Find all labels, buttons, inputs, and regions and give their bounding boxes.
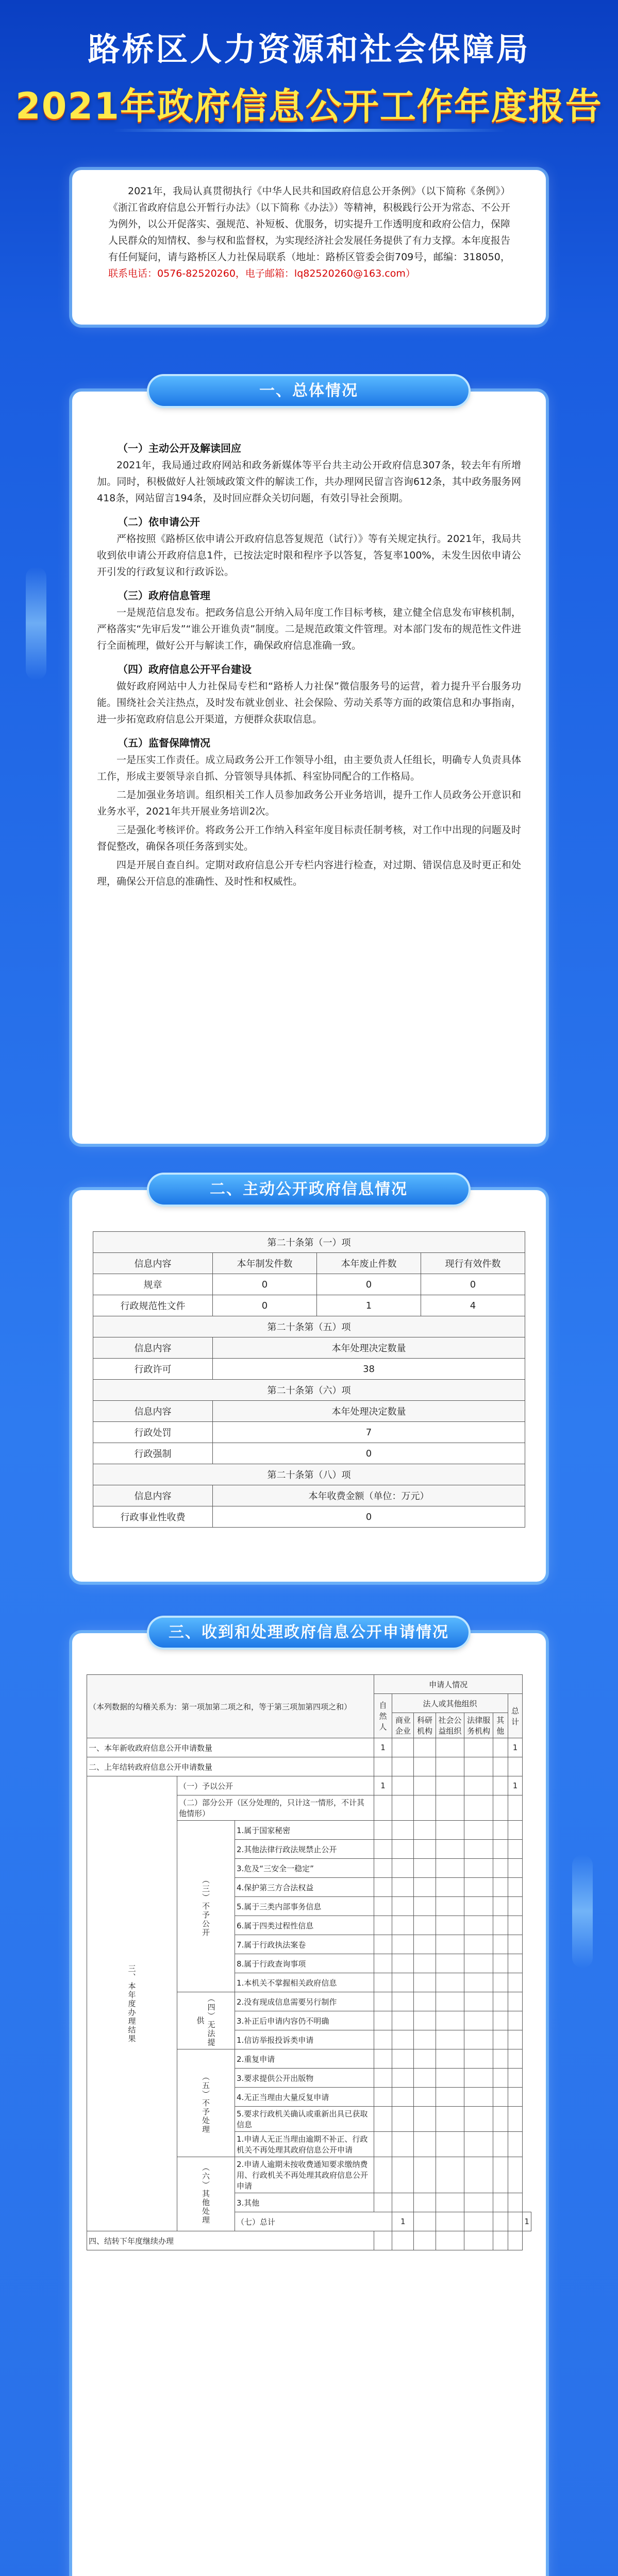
s3-cell xyxy=(508,1973,523,1992)
s3-cell xyxy=(464,1878,493,1897)
s3-cell xyxy=(392,2132,414,2157)
table-row xyxy=(93,1506,525,1528)
s3-cell xyxy=(464,1973,493,1992)
s1-p8: 四是开展自查自纠。定期对政府信息公开专栏内容进行检查，对过期、错误信息及时更正和处理，确保公开信息的准确性、及时性和权威性。 xyxy=(97,859,521,887)
s1-p6: 二是加强业务培训。组织相关工作人员参加政务公开业务培训，提升工作人员政务公开意识和业务水平，2021年共开展业务培训2次。 xyxy=(97,789,521,817)
intro-text xyxy=(108,183,510,284)
s3-h-legal: 法人或其他组织 xyxy=(392,1694,508,1713)
s3-cell xyxy=(508,1954,523,1973)
s3-cell xyxy=(414,1897,436,1916)
s1-p4: 做好政府网站中人力社保局专栏和“路桥人力社保”微信服务号的运营，着力提升平台服务功能。围绕社会关注热点，及时发布就业创业、社会保险、劳动关系等方面的政策信息和办事指南，进一步拓宽政府信息公开渠道，方便群众获取信息。 xyxy=(97,681,521,725)
s3-cell xyxy=(493,2193,508,2212)
table-row xyxy=(87,1738,531,1757)
s3-row-label: 1.申请人无正当理由逾期不补正、行政机关不再处理其政府信息公开申请 xyxy=(235,2132,374,2157)
s3-cell: 1 xyxy=(374,1776,392,1795)
s2-t4-title: 第二十条第（八）项 xyxy=(93,1464,525,1485)
s3-cell xyxy=(392,1840,414,1859)
s3-cell xyxy=(436,2212,464,2231)
s3-cell xyxy=(392,1757,414,1776)
section3-table-wrap xyxy=(87,1674,531,2250)
s3-side-result: 三、本年度办理结果 xyxy=(87,1776,177,2231)
s3-cell xyxy=(493,1973,508,1992)
s3-cell xyxy=(436,2107,464,2132)
s3-cell xyxy=(508,2069,523,2088)
s3-cell xyxy=(374,2132,392,2157)
s3-cell xyxy=(464,2088,493,2107)
s3-cell xyxy=(493,1916,508,1935)
s3-cell xyxy=(374,2193,392,2212)
cell: 0 xyxy=(317,1274,421,1295)
s3-cell xyxy=(508,1916,523,1935)
s3-cell xyxy=(464,2157,493,2193)
s3-cell xyxy=(436,1954,464,1973)
report-header xyxy=(0,0,618,160)
s3-cell xyxy=(436,1821,464,1840)
s3-row-label: 3.补正后申请内容仍不明确 xyxy=(235,2011,374,2030)
s3-side-group: （六）其他处理 xyxy=(177,2157,235,2231)
s3-cell xyxy=(374,1992,392,2011)
s3-cell xyxy=(436,1859,464,1878)
s2-t1-h: 本年废止件数 xyxy=(317,1253,421,1274)
s3-cell xyxy=(392,2011,414,2030)
s3-cell xyxy=(414,1973,436,1992)
s2-t4-h: 本年收费金额（单位：万元） xyxy=(213,1485,525,1506)
title-light-streak xyxy=(113,129,505,132)
s2-t1-h: 本年制发件数 xyxy=(213,1253,317,1274)
s3-side-group: （四）无法提供 xyxy=(177,1992,235,2049)
s3-row-label: 5.要求行政机关确认或重新出具已获取信息 xyxy=(235,2107,374,2132)
s3-row-label: 3.要求提供公开出版物 xyxy=(235,2069,374,2088)
s3-cell xyxy=(436,2030,464,2049)
s3-cell xyxy=(374,1973,392,1992)
s1-p2: 严格按照《路桥区依申请公开政府信息答复规范（试行）》等有关规定执行。2021年，我局共收到依申请公开政府信息1件，已按法定时限和程序予以答复，答复率100%，未发生因依申请公开引发的行政复议和行政诉讼。 xyxy=(97,533,521,578)
table-row xyxy=(87,1776,531,1795)
s3-cell xyxy=(414,2157,436,2193)
s3-cell xyxy=(464,1992,493,2011)
s3-cell xyxy=(508,1992,523,2011)
cell: 0 xyxy=(213,1295,317,1316)
section3-card xyxy=(72,1633,546,2576)
s3-cell xyxy=(464,1897,493,1916)
s1-p7: 三是强化考核评价。将政务公开工作纳入科室年度目标责任制考核，对工作中出现的问题及时督促整改，确保各项任务落到实处。 xyxy=(97,824,521,852)
s3-row-label: 2.其他法律行政法规禁止公开 xyxy=(235,1840,374,1859)
s3-cell xyxy=(508,2193,523,2212)
s3-cell xyxy=(392,1821,414,1840)
s3-cell xyxy=(374,1757,392,1776)
s3-cell xyxy=(414,1821,436,1840)
s1-p3: 一是规范信息发布。把政务信息公开纳入局年度工作目标考核，建立健全信息发布审核机制，严格落实“先审后发”“谁公开谁负责”制度。二是规范政策文件管理。对本部门发布的规范性文件进行全面梳理，做好公开与解读工作，确保政府信息准确一致。 xyxy=(97,607,521,651)
s3-h-natural: 自然人 xyxy=(374,1694,392,1738)
s3-cell xyxy=(436,2132,464,2157)
s3-cell xyxy=(464,2212,493,2231)
s3-cell xyxy=(464,2011,493,2030)
section2-tables xyxy=(93,1231,525,1528)
table-row xyxy=(93,1359,525,1380)
s1-h3: （三）政府信息管理 xyxy=(118,589,210,602)
s3-cell xyxy=(464,1795,493,1821)
cell: 行政强制 xyxy=(93,1443,213,1464)
cell: 行政处罚 xyxy=(93,1422,213,1443)
s3-cell xyxy=(508,1935,523,1954)
s3-cell xyxy=(464,1840,493,1859)
s1-p5: 一是压实工作责任。成立局政务公开工作领导小组，由主要负责人任组长，明确专人负责具体工作，形成主要领导亲自抓、分管领导具体抓、科室协同配合的工作格局。 xyxy=(97,754,521,782)
s3-cell xyxy=(508,1897,523,1916)
s3-cell xyxy=(414,2107,436,2132)
s3-cell xyxy=(414,1738,436,1757)
s3-cell xyxy=(508,2030,523,2049)
s3-cell xyxy=(414,2132,436,2157)
s3-cell xyxy=(414,2049,436,2069)
s3-cell xyxy=(414,2212,436,2231)
table-row xyxy=(93,1422,525,1443)
s3-cell xyxy=(436,1916,464,1935)
s3-h-legal-col: 科研机构 xyxy=(414,1713,436,1738)
s3-cell xyxy=(493,2132,508,2157)
cell: 行政许可 xyxy=(93,1359,213,1380)
s3-cell xyxy=(374,1897,392,1916)
s3-cell xyxy=(414,1878,436,1897)
s3-cell xyxy=(464,2030,493,2049)
s3-row-label: 四、结转下年度继续办理 xyxy=(87,2231,374,2250)
s3-cell xyxy=(464,1935,493,1954)
s3-cell xyxy=(392,1738,414,1757)
s3-cell xyxy=(436,2088,464,2107)
table-row xyxy=(93,1443,525,1464)
s3-cell xyxy=(464,1916,493,1935)
s3-cell xyxy=(436,1840,464,1859)
s3-row-label: 3.危及“三安全一稳定” xyxy=(235,1859,374,1878)
s3-cell xyxy=(508,2049,523,2069)
s3-cell xyxy=(374,1859,392,1878)
s3-cell xyxy=(436,2069,464,2088)
s3-cell: 1 xyxy=(523,2212,531,2231)
s3-cell xyxy=(414,2231,436,2250)
s3-cell xyxy=(508,2132,523,2157)
s3-cell xyxy=(493,1757,508,1776)
s3-cell xyxy=(374,1840,392,1859)
s3-row-label: 2.申请人逾期未按收费通知要求缴纳费用、行政机关不再处理其政府信息公开申请 xyxy=(235,2157,374,2193)
section1-title: 一、总体情况 xyxy=(149,376,469,406)
s3-cell: 1 xyxy=(508,1776,523,1795)
s3-cell xyxy=(493,2157,508,2193)
s3-cell xyxy=(436,1878,464,1897)
s3-row-label: 3.其他 xyxy=(235,2193,374,2212)
s3-cell xyxy=(436,1897,464,1916)
s3-cell xyxy=(392,1935,414,1954)
s3-cell xyxy=(392,1878,414,1897)
s3-cell xyxy=(493,2088,508,2107)
s3-cell xyxy=(508,2212,523,2231)
org-name: 路桥区人力资源和社会保障局 xyxy=(88,30,530,68)
s3-cell xyxy=(414,1795,436,1821)
cell: 0 xyxy=(213,1443,525,1464)
s3-cell xyxy=(374,1821,392,1840)
s3-cell xyxy=(508,2231,523,2250)
s3-cell xyxy=(508,1795,523,1821)
section2-title: 二、主动公开政府信息情况 xyxy=(149,1175,469,1205)
s3-cell xyxy=(493,1897,508,1916)
s3-cell xyxy=(493,1738,508,1757)
s3-row-label: 7.属于行政执法案卷 xyxy=(235,1935,374,1954)
s3-cell xyxy=(414,1916,436,1935)
s3-cell xyxy=(414,1954,436,1973)
s3-cell xyxy=(436,1795,464,1821)
s3-row-label: 5.属于三类内部事务信息 xyxy=(235,1897,374,1916)
s2-t4-h: 信息内容 xyxy=(93,1485,213,1506)
s3-cell xyxy=(436,1738,464,1757)
s3-cell xyxy=(414,2088,436,2107)
s3-cell xyxy=(392,1795,414,1821)
s3-cell xyxy=(464,1738,493,1757)
s3-cell xyxy=(374,2049,392,2069)
s2-t3-h: 本年处理决定数量 xyxy=(213,1401,525,1422)
s3-cell xyxy=(464,1757,493,1776)
s3-cell xyxy=(392,2088,414,2107)
s3-cell xyxy=(436,1992,464,2011)
s3-cell xyxy=(493,2049,508,2069)
s2-table-1 xyxy=(93,1231,525,1528)
table-row xyxy=(87,2231,531,2250)
s3-row-label: 1.本机关不掌握相关政府信息 xyxy=(235,1973,374,1992)
s3-cell xyxy=(508,2011,523,2030)
s3-cell xyxy=(414,1840,436,1859)
cell: 规章 xyxy=(93,1274,213,1295)
cell: 行政规范性文件 xyxy=(93,1295,213,1316)
s3-cell xyxy=(493,2011,508,2030)
s3-cell xyxy=(493,1992,508,2011)
s3-row-label: 8.属于行政查询事项 xyxy=(235,1954,374,1973)
s3-row-label: 2.没有现成信息需要另行制作 xyxy=(235,1992,374,2011)
s3-cell xyxy=(392,2231,414,2250)
s3-cell xyxy=(392,1954,414,1973)
cell: 行政事业性收费 xyxy=(93,1506,213,1528)
s3-row-label: 6.属于四类过程性信息 xyxy=(235,1916,374,1935)
s3-cell xyxy=(392,2157,414,2193)
s3-cell xyxy=(392,2049,414,2069)
s3-corner: （本列数据的勾稽关系为：第一项加第二项之和，等于第三项加第四项之和） xyxy=(87,1675,374,1738)
s3-cell xyxy=(493,1954,508,1973)
s3-side-group: （五）不予处理 xyxy=(177,2049,235,2157)
s3-cell xyxy=(392,1992,414,2011)
s3-cell xyxy=(436,2231,464,2250)
s1-h1: （一）主动公开及解读回应 xyxy=(118,442,241,454)
s3-cell xyxy=(508,2088,523,2107)
s3-cell xyxy=(436,2157,464,2193)
s3-h-applicant: 申请人情况 xyxy=(374,1675,523,1694)
s2-t1-h: 信息内容 xyxy=(93,1253,213,1274)
s3-row-label: 1.信访举报投诉类申请 xyxy=(235,2030,374,2049)
s3-cell xyxy=(493,1821,508,1840)
cell: 0 xyxy=(213,1274,317,1295)
s3-cell xyxy=(493,2212,508,2231)
section3-title: 三、收到和处理政府信息公开申请情况 xyxy=(149,1618,469,1648)
s1-p1: 2021年，我局通过政府网站和政务新媒体等平台共主动公开政府信息307条，较去年有所增加。同时，积极做好人社领域政策文件的解读工作，共办理网民留言咨询612条，其中政务服务网418条，网站留言194条，及时回应群众关切问题，有效引导社会预期。 xyxy=(97,460,521,504)
s3-cell: 1 xyxy=(374,1738,392,1757)
s3-cell xyxy=(374,1878,392,1897)
s3-cell: 1 xyxy=(392,2212,414,2231)
intro-contact: 联系电话：0576-82520260，电子邮箱：lq82520260@163.com） xyxy=(108,268,415,279)
s3-row-label: 一、本年新收政府信息公开申请数量 xyxy=(87,1738,374,1757)
s3-cell xyxy=(414,1859,436,1878)
s3-cell xyxy=(414,2011,436,2030)
s3-cell xyxy=(374,2231,392,2250)
intro-body: 2021年，我局认真贯彻执行《中华人民共和国政府信息公开条例》（以下简称《条例》）《浙江省政府信息公开暂行办法》（以下简称《办法》）等精神，积极践行公开为常态、不公开为例外，以公开促落实、强规范、补短板、优服务，切实提升工作透明度和政府公信力，保障人民群众的知情权、参与权和监督权，为实现经济社会发展任务提供了有力支撑。本年度报告有任何疑问，请与路桥区人力社保局联系（地址：路桥区管委会街709号，邮编：318050， xyxy=(108,185,510,263)
s3-row-label: 二、上年结转政府信息公开申请数量 xyxy=(87,1757,374,1776)
s3-cell: 1 xyxy=(508,1738,523,1757)
s3-row-label: （一）予以公开 xyxy=(177,1776,374,1795)
s3-cell xyxy=(436,2193,464,2212)
s3-cell xyxy=(464,1821,493,1840)
s1-h4: （四）政府信息公开平台建设 xyxy=(118,663,252,675)
s3-cell xyxy=(493,1840,508,1859)
cell: 1 xyxy=(317,1295,421,1316)
s3-cell xyxy=(374,2157,392,2193)
s3-cell xyxy=(508,2107,523,2132)
s3-cell xyxy=(414,2030,436,2049)
s3-h-legal-col: 社会公益组织 xyxy=(436,1713,464,1738)
s3-cell xyxy=(414,1935,436,1954)
s3-cell xyxy=(374,1916,392,1935)
s3-cell xyxy=(508,2157,523,2193)
s3-cell xyxy=(464,2231,493,2250)
s3-cell xyxy=(464,2049,493,2069)
s3-cell xyxy=(392,1973,414,1992)
s3-cell xyxy=(414,1776,436,1795)
s2-t2-title: 第二十条第（五）项 xyxy=(93,1316,525,1337)
s3-cell xyxy=(374,1954,392,1973)
s3-cell xyxy=(464,1954,493,1973)
s3-table xyxy=(87,1674,531,2250)
s2-t1-title: 第二十条第（一）项 xyxy=(93,1232,525,1253)
s3-cell xyxy=(436,1776,464,1795)
s3-cell xyxy=(464,2132,493,2157)
s3-cell xyxy=(464,2193,493,2212)
s3-h-legal-col: 商业企业 xyxy=(392,1713,414,1738)
s3-cell xyxy=(414,1992,436,2011)
s3-cell xyxy=(508,1878,523,1897)
s3-cell xyxy=(508,1840,523,1859)
s3-cell xyxy=(464,2107,493,2132)
s3-cell xyxy=(493,1878,508,1897)
s2-t3-h: 信息内容 xyxy=(93,1401,213,1422)
s3-cell xyxy=(392,2030,414,2049)
section1-card xyxy=(72,392,546,1144)
s2-t2-h: 本年处理决定数量 xyxy=(213,1337,525,1359)
s3-h-total: 总计 xyxy=(508,1694,523,1738)
s3-cell xyxy=(436,1935,464,1954)
s3-h-legal-col: 法律服务机构 xyxy=(464,1713,493,1738)
s3-row-label: 1.属于国家秘密 xyxy=(235,1821,374,1840)
s3-side-group: （三）不予公开 xyxy=(177,1821,235,1992)
s2-t1-h: 现行有效件数 xyxy=(421,1253,525,1274)
s3-cell xyxy=(374,2069,392,2088)
s3-cell xyxy=(493,1935,508,1954)
section1-body xyxy=(97,433,521,892)
table-row xyxy=(87,1757,531,1776)
s1-h2: （二）依申请公开 xyxy=(118,516,200,528)
s3-cell xyxy=(392,1897,414,1916)
s3-cell xyxy=(374,2107,392,2132)
s3-cell xyxy=(392,2193,414,2212)
cell: 38 xyxy=(213,1359,525,1380)
s3-h-legal-col: 其他 xyxy=(493,1713,508,1738)
s3-cell xyxy=(374,2030,392,2049)
s3-cell xyxy=(414,2193,436,2212)
cell: 0 xyxy=(213,1506,525,1528)
s1-h5: （五）监督保障情况 xyxy=(118,737,210,749)
s3-cell xyxy=(374,2011,392,2030)
s3-cell xyxy=(436,2011,464,2030)
s3-cell xyxy=(508,1821,523,1840)
s3-cell xyxy=(374,1935,392,1954)
s3-cell xyxy=(493,2069,508,2088)
s3-cell xyxy=(392,1859,414,1878)
table-row xyxy=(93,1295,525,1316)
intro-paragraph xyxy=(108,183,510,282)
s3-cell xyxy=(493,2231,508,2250)
s3-cell xyxy=(464,2069,493,2088)
s3-cell xyxy=(493,1795,508,1821)
s3-cell xyxy=(436,1757,464,1776)
s3-cell xyxy=(392,1916,414,1935)
s2-t3-title: 第二十条第（六）项 xyxy=(93,1380,525,1401)
s3-row-label: （二）部分公开（区分处理的，只计这一情形，不计其他情形） xyxy=(177,1795,374,1821)
s3-cell xyxy=(392,2107,414,2132)
cell: 7 xyxy=(213,1422,525,1443)
s3-row-label: 4.保护第三方合法权益 xyxy=(235,1878,374,1897)
s3-cell xyxy=(414,1757,436,1776)
s3-cell xyxy=(374,2088,392,2107)
cell: 0 xyxy=(421,1274,525,1295)
s3-cell xyxy=(374,1795,392,1821)
s3-cell xyxy=(493,2030,508,2049)
s3-cell xyxy=(436,1973,464,1992)
s3-cell xyxy=(436,2049,464,2069)
s3-cell xyxy=(464,1859,493,1878)
s3-row-label: 4.无正当理由大量反复申请 xyxy=(235,2088,374,2107)
s3-row-label: 2.重复申请 xyxy=(235,2049,374,2069)
s3-cell xyxy=(493,2107,508,2132)
section2-card xyxy=(72,1190,546,1582)
s3-cell xyxy=(392,2069,414,2088)
s3-cell xyxy=(508,1757,523,1776)
cell: 4 xyxy=(421,1295,525,1316)
decor-light-left xyxy=(26,567,46,680)
s3-cell xyxy=(414,2069,436,2088)
s2-t2-h: 信息内容 xyxy=(93,1337,213,1359)
s3-cell xyxy=(508,1859,523,1878)
s3-cell xyxy=(493,1776,508,1795)
table-row xyxy=(93,1274,525,1295)
s3-cell xyxy=(392,1776,414,1795)
s3-cell xyxy=(493,1859,508,1878)
decor-light-right xyxy=(572,1855,593,1968)
s3-row-label: （七）总计 xyxy=(235,2212,392,2231)
report-title: 2021年政府信息公开工作年度报告 xyxy=(15,85,603,127)
s3-cell xyxy=(464,1776,493,1795)
